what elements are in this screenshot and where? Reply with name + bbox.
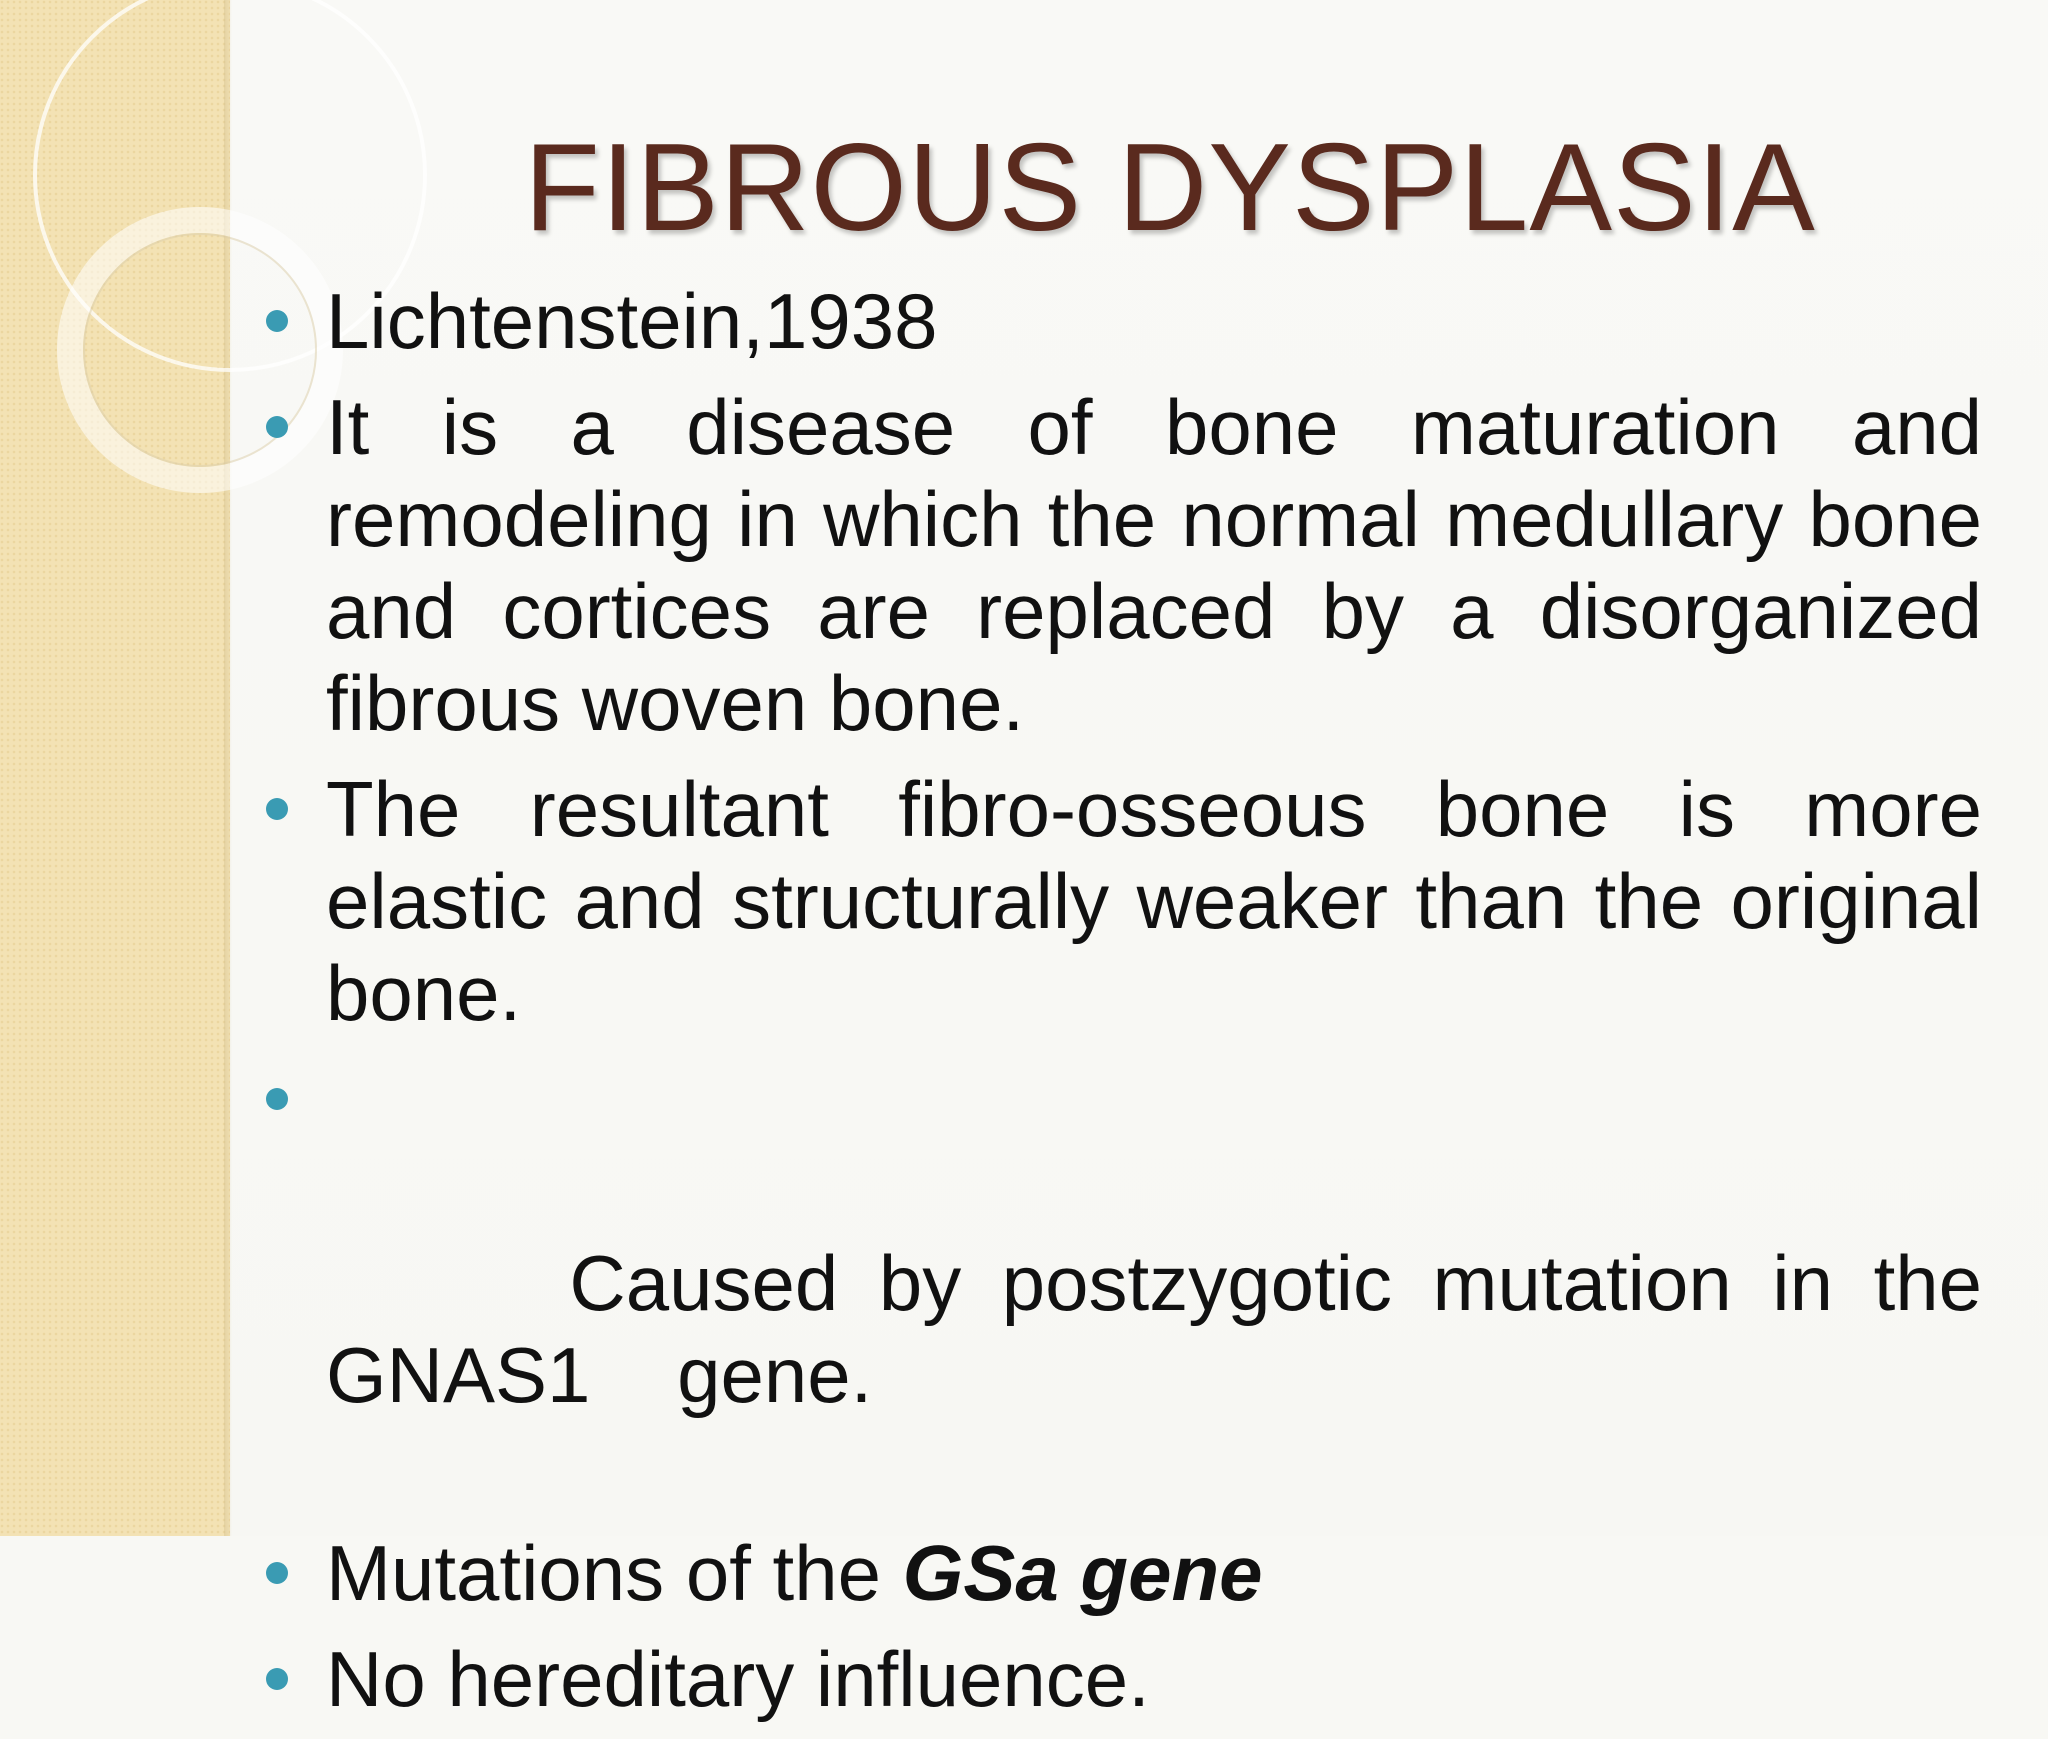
slide-title: FIBROUS DYSPLASIA	[524, 119, 1816, 257]
bullet-item	[262, 381, 1982, 749]
bullet-text: Lichtenstein,1938	[326, 277, 938, 365]
bullet-text-prefix: Mutations of the	[326, 1529, 903, 1617]
bullet-text: Caused by postzygotic mutation in the GNAS1 gene.	[326, 1239, 2004, 1419]
bullet-marker-icon	[266, 1562, 288, 1584]
bullet-text: It is a disease of bone maturation and remodeling in which the normal medullary bone and cortices are replaced by a disorganized fibrous woven bone.	[326, 383, 1982, 747]
bullet-item	[262, 1633, 1982, 1725]
bullet-item	[262, 763, 1982, 1039]
bullet-text-emphasis: GSa gene	[902, 1529, 1263, 1617]
bullet-marker-icon	[266, 310, 288, 332]
bullet-text: No hereditary influence.	[326, 1635, 1150, 1723]
bullet-item	[262, 1053, 2004, 1513]
bullet-marker-icon	[266, 1668, 288, 1690]
bullet-marker-icon	[266, 1088, 288, 1110]
bullet-list	[262, 275, 2004, 1739]
bullet-marker-icon	[266, 798, 288, 820]
bullet-item	[262, 1527, 1982, 1619]
bullet-marker-icon	[266, 416, 288, 438]
bullet-text: The resultant fibro-osseous bone is more elastic and structurally weaker than the original bone.	[326, 765, 1982, 1037]
bullet-item	[262, 275, 1982, 367]
